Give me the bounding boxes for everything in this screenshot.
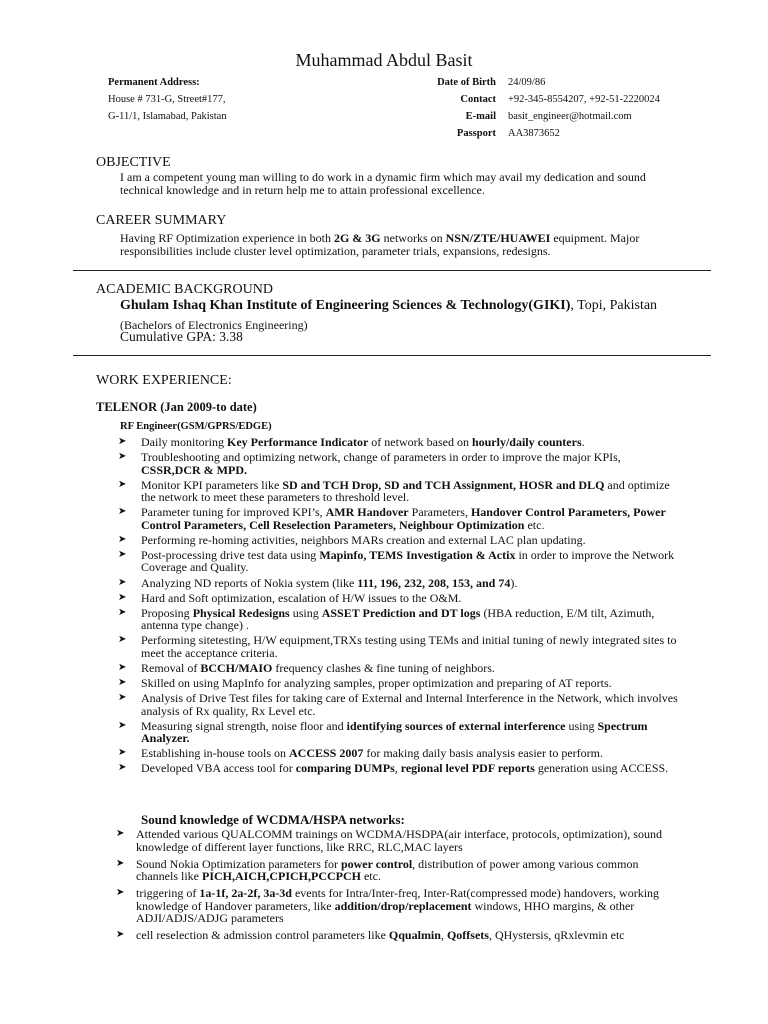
career-networks: 2G & 3G: [333, 231, 381, 245]
bullet-bold-text: Spectrum Analyzer.: [141, 718, 648, 746]
passport-value: AA3873652: [508, 128, 560, 139]
bullet-text: for making daily basis analysis easier to perform.: [363, 746, 603, 761]
list-item: [118, 676, 681, 691]
bullet-bold-text: 1a-1f, 2a-2f, 3a-3d: [199, 886, 292, 900]
bullet-text: .: [581, 435, 585, 449]
bullet-arrow-icon: ➤: [118, 478, 127, 490]
dob-label: Date of Birth: [437, 77, 496, 88]
bullet-bold-text: CSSR,DCR & MPD.: [141, 462, 247, 477]
contact-value: +92-345-8554207, +92-51-2220024: [508, 94, 660, 105]
bullet-arrow-icon: ➤: [118, 591, 127, 603]
career-vendors: NSN/ZTE/HUAWEI: [445, 231, 551, 245]
work-bullet-list: [118, 435, 681, 778]
institute-name: Ghulam Ishaq Khan Institute of Engineering Sciences & Technology(GIKI): [120, 298, 571, 313]
bullet-arrow-icon: ➤: [118, 548, 127, 560]
bullet-arrow-icon: ➤: [118, 451, 127, 463]
bullet-text: Skilled on using MapInfo for analyzing samples, proper optimization and preparing of AT reports.: [141, 676, 612, 691]
list-item: [118, 532, 681, 547]
career-text-3: equipment. Major responsibilities include cluster level optimization, parameter trials, expansions, redesigns.: [120, 231, 640, 258]
bullet-bold-text: Mapinfo, TEMS Investigation & Actix: [319, 547, 516, 562]
bullet-bold-text: regional level PDF reports: [400, 761, 535, 776]
bullet-arrow-icon: ➤: [118, 576, 127, 588]
bullet-text: frequency clashes & fine tuning of neighbors.: [272, 660, 495, 675]
bullet-text: Troubleshooting and optimizing network, change of parameters in order to improve the major KPIs,: [141, 450, 621, 465]
bullet-text: Performing re-homing activities, neighbors MARs creation and external LAC plan updating.: [141, 532, 586, 547]
objective-heading: OBJECTIVE: [96, 155, 171, 170]
bullet-text: events for Intra/Inter-freq, Inter-Rat(compressed mode) handovers, working knowledge of Handover parameters, like: [136, 886, 660, 913]
dob-value: 24/09/86: [508, 77, 546, 88]
bullet-text: Measuring signal strength, noise floor and: [141, 718, 347, 733]
passport-label: Passport: [456, 128, 496, 139]
bullet-bold-text: hourly/daily counters: [471, 435, 582, 449]
bullet-bold-text: addition/drop/replacement: [334, 898, 472, 913]
bullet-text: ).: [510, 575, 518, 590]
bullet-arrow-icon: ➤: [118, 747, 127, 759]
bullet-bold-text: identifying sources of external interference: [346, 718, 566, 733]
bullet-text: of network based on: [368, 435, 472, 449]
permanent-address-block: [108, 74, 227, 125]
bullet-arrow-icon: ➤: [118, 719, 127, 731]
bullet-bold-text: 111, 196, 232, 208, 153, and 74: [357, 575, 511, 590]
list-item: [116, 856, 676, 883]
address-label: Permanent Address:: [108, 77, 200, 88]
bullet-text: Daily monitoring: [141, 435, 227, 449]
bullet-text: and optimize the network to meet these parameters to threshold level.: [141, 477, 670, 505]
bullet-arrow-icon: ➤: [118, 606, 127, 618]
bullet-text: etc.: [524, 517, 545, 532]
contact-label: Contact: [460, 94, 496, 105]
bullet-bold-text: power control: [340, 856, 413, 871]
bullet-bold-text: Physical Redesigns: [192, 605, 290, 620]
list-item: [118, 547, 681, 575]
email-label: E-mail: [465, 111, 496, 122]
career-text-2: networks on: [380, 231, 446, 245]
bullet-text: Analysis of Drive Test files for taking care of External and Internal Interference in the Network, which involves analysis of Rx quality, Rx Level etc.: [141, 691, 678, 718]
career-summary-text: [120, 232, 680, 257]
bullet-text: Establishing in-house tools on: [141, 746, 289, 761]
bullet-arrow-icon: ➤: [116, 929, 125, 940]
objective-text: I am a competent young man willing to do work in a dynamic firm which may avail my dedication and sound technical knowledge and in return help me to attain professional excellence.: [120, 170, 646, 197]
address-line-1: House # 731-G, Street#177,: [108, 94, 226, 105]
list-item: [118, 575, 681, 590]
bullet-text: Removal of: [141, 660, 201, 675]
bullet-arrow-icon: ➤: [116, 887, 125, 898]
bullet-text: etc.: [360, 869, 381, 883]
bullet-text: Performing sitetesting, H/W equipment,TRXs testing using TEMs and initial tuning of newly integrated sites to meet the acceptance criteria.: [141, 633, 677, 660]
list-item: [118, 691, 681, 718]
job-role: RF Engineer(GSM/GPRS/EDGE): [120, 421, 272, 432]
list-item: [118, 746, 681, 761]
bullet-text: Proposing: [141, 605, 193, 620]
bullet-arrow-icon: ➤: [118, 762, 127, 774]
bullet-text: ,: [394, 761, 401, 776]
bullet-arrow-icon: ➤: [118, 436, 127, 447]
list-item: [118, 605, 681, 633]
section-divider-2: [73, 355, 711, 356]
degree: (Bachelors of Electronics Engineering): [120, 318, 308, 332]
list-item: [116, 928, 676, 942]
bullet-text: (HBA reduction, E/M tilt, Azimuth, antenna type change) .: [141, 605, 655, 633]
bullet-text: , distribution of power among various common channels like: [136, 856, 639, 883]
bullet-text: triggering of: [136, 886, 200, 900]
bullet-text: Post-processing drive test data using: [141, 547, 320, 562]
list-item: [118, 761, 681, 776]
list-item: [118, 633, 681, 660]
institute-line: [120, 298, 657, 314]
bullet-arrow-icon: ➤: [118, 506, 127, 518]
section-divider-1: [73, 270, 711, 271]
work-experience-heading: WORK EXPERIENCE:: [96, 373, 232, 388]
gpa: Cumulative GPA: 3.38: [120, 329, 243, 344]
wcdma-bullet-list: [116, 827, 676, 946]
academic-heading: ACADEMIC BACKGROUND: [96, 282, 273, 297]
bullet-text: windows, HHO margins, & other ADJI/ADJS/ADJG parameters: [136, 898, 635, 925]
list-item: [118, 660, 681, 675]
bullet-text: Sound Nokia Optimization parameters for: [136, 856, 341, 871]
bullet-text: Monitor KPI parameters like: [141, 477, 283, 492]
list-item: [118, 590, 681, 605]
list-item: [116, 886, 676, 925]
bullet-arrow-icon: ➤: [118, 677, 127, 689]
address-line-2: G-11/1, Islamabad, Pakistan: [108, 111, 227, 122]
bullet-text: generation using ACCESS.: [534, 761, 669, 776]
bullet-text: Parameter tuning for improved KPI’s,: [141, 505, 326, 520]
bullet-arrow-icon: ➤: [116, 828, 125, 839]
bullet-text: Developed VBA access tool for: [141, 761, 296, 776]
candidate-name: Muhammad Abdul Basit: [295, 50, 473, 70]
bullet-text: Attended various QUALCOMM trainings on WCDMA/HSDPA(air interface, protocols, optimization), sound knowledge of different layer functions, like RRC, RLC,MAC layers: [136, 827, 662, 854]
list-item: [116, 827, 676, 854]
bullet-arrow-icon: ➤: [118, 533, 127, 545]
list-item: [118, 718, 681, 746]
bullet-bold-text: ACCESS 2007: [289, 746, 364, 761]
bullet-bold-text: SD and TCH Drop, SD and TCH Assignment, HOSR and DLQ: [282, 477, 605, 492]
bullet-bold-text: AMR Handover: [325, 505, 409, 520]
bullet-text: , QHystersis, qRxlevmin etc: [488, 928, 625, 942]
bullet-arrow-icon: ➤: [118, 661, 127, 673]
list-item: [118, 435, 681, 449]
bullet-arrow-icon: ➤: [116, 857, 125, 869]
bullet-bold-text: PICH,AICH,CPICH,PCCPCH: [201, 869, 361, 883]
wcdma-heading: Sound knowledge of WCDMA/HSPA networks:: [141, 812, 405, 827]
bullet-text: cell reselection & admission control parameters like: [136, 928, 389, 942]
bullet-bold-text: Key Performance Indicator: [227, 435, 369, 449]
list-item: [118, 450, 681, 477]
bullet-bold-text: ASSET Prediction and DT logs: [321, 605, 481, 620]
bullet-bold-text: Qqualmin: [388, 928, 441, 942]
bullet-text: Parameters,: [408, 505, 471, 520]
bullet-arrow-icon: ➤: [118, 634, 127, 646]
bullet-bold-text: BCCH/MAIO: [200, 660, 273, 675]
career-summary-heading: CAREER SUMMARY: [96, 213, 227, 228]
personal-info-values: [508, 74, 660, 142]
bullet-text: ,: [440, 928, 447, 942]
email-value[interactable]: basit_engineer@hotmail.com: [508, 111, 632, 122]
bullet-bold-text: Handover Control Parameters, Power Control Parameters, Cell Reselection Parameters, Neighbour Optimization: [141, 505, 666, 532]
bullet-text: in order to improve the Network Coverage and Quality.: [141, 547, 675, 575]
institute-location: , Topi, Pakistan: [570, 298, 658, 313]
career-text-1: Having RF Optimization experience in both: [120, 231, 334, 245]
bullet-arrow-icon: ➤: [118, 692, 127, 704]
bullet-text: Analyzing ND reports of Nokia system (like: [141, 575, 358, 590]
bullet-bold-text: Qoffsets: [446, 928, 489, 942]
company-name: TELENOR (Jan 2009-to date): [96, 400, 257, 414]
bullet-text: using: [565, 718, 598, 733]
personal-info-labels: [437, 74, 496, 142]
list-item: [118, 477, 681, 505]
bullet-text: Hard and Soft optimization, escalation of H/W issues to the O&M.: [141, 590, 462, 605]
list-item: [118, 505, 681, 532]
bullet-bold-text: comparing DUMPs: [295, 761, 395, 776]
bullet-text: using: [289, 605, 322, 620]
